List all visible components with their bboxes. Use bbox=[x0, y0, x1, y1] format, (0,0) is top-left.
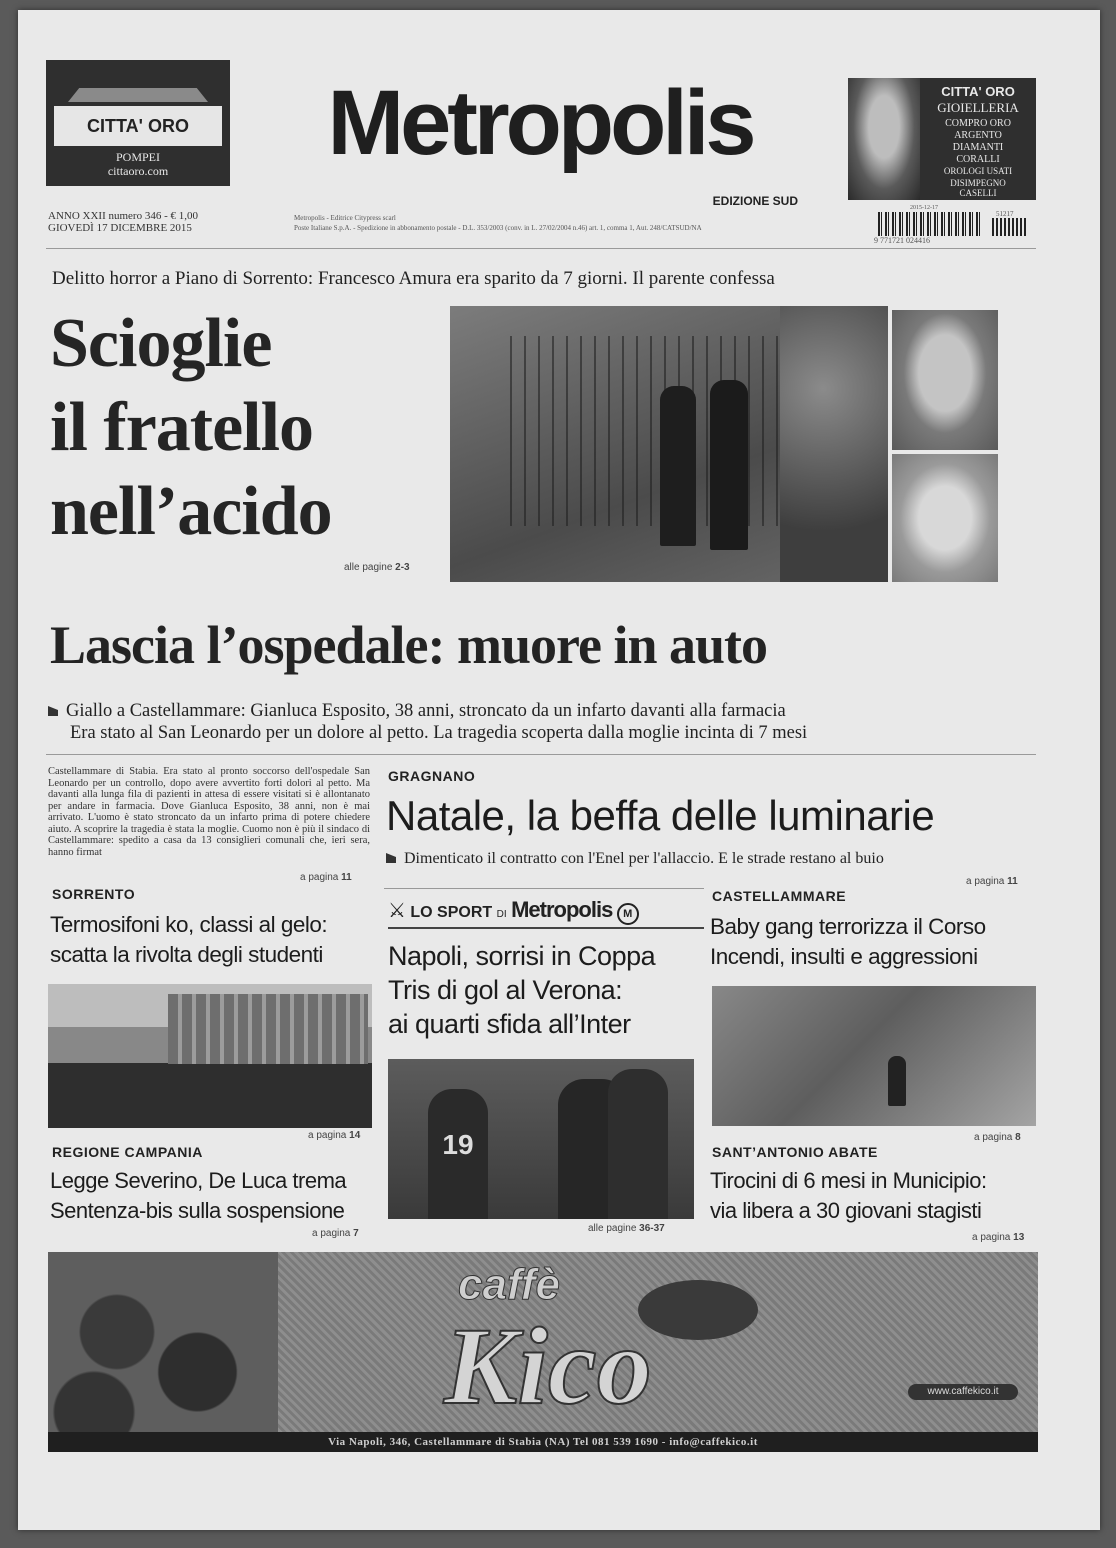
player-3 bbox=[608, 1069, 668, 1219]
issue-line-2: GIOVEDÌ 17 DICEMBRE 2015 bbox=[48, 222, 192, 234]
ad-roof-shape bbox=[68, 88, 208, 102]
lead-kicker[interactable]: Delitto horror a Piano di Sorrento: Francesco Amura era sparito da 7 giorni. Il parente confessa bbox=[52, 268, 775, 289]
sorrento-photo-students[interactable] bbox=[48, 984, 372, 1128]
second-subhead bbox=[48, 700, 1048, 744]
ad-citta-oro-gioielleria[interactable] bbox=[848, 78, 1036, 200]
ad-right-line1: GIOIELLERIA bbox=[937, 100, 1019, 115]
sport-headline[interactable]: Napoli, sorrisi in Coppa Tris di gol al Verona: ai quarti sfida all’Inter bbox=[388, 941, 656, 1039]
ad-kico-address: Via Napoli, 346, Castellammare di Stabia (NA) Tel 081 539 1690 - info@caffekico.it bbox=[328, 1436, 758, 1448]
sport-logo-pre: LO SPORT bbox=[410, 904, 493, 921]
issue-line-1: ANNO XXII numero 346 - € 1,00 bbox=[48, 210, 199, 222]
coffee-bean-icon bbox=[638, 1280, 758, 1340]
second-sub-line-1: Giallo a Castellammare: Gianluca Esposito, 38 anni, stroncato da un infarto davanti alla farmacia bbox=[48, 700, 1048, 722]
santantonio-headline[interactable]: Tirocini di 6 mesi in Municipio: via libera a 30 giovani stagisti bbox=[710, 1168, 987, 1223]
bullet-icon bbox=[386, 853, 396, 863]
suspect-portrait[interactable] bbox=[892, 454, 998, 582]
sport-logo-di: DI bbox=[496, 909, 507, 920]
bullet-icon bbox=[48, 706, 58, 716]
ad-model-photo bbox=[848, 78, 920, 200]
ad-right-brand: CITTA' ORO bbox=[941, 84, 1015, 99]
ad-caffe-kico[interactable] bbox=[48, 1252, 1038, 1452]
gragnano-sub: Dimenticato il contratto con l'Enel per l'allaccio. E le strade restano al buio bbox=[386, 850, 1046, 868]
second-rule bbox=[46, 754, 1036, 755]
lead-headline[interactable] bbox=[50, 302, 450, 554]
lead-headline-line-1: Scioglie bbox=[50, 305, 272, 382]
masthead-edition: EDIZIONE SUD bbox=[712, 194, 798, 208]
sorrento-headline[interactable]: Termosifoni ko, classi al gelo: scatta la rivolta degli studenti bbox=[50, 912, 328, 967]
castellammare-headline[interactable]: Baby gang terrorizza il Corso Incendi, insulti e aggressioni bbox=[710, 914, 986, 969]
regione-section: REGIONE CAMPANIA bbox=[52, 1144, 203, 1160]
barcode bbox=[870, 204, 1030, 246]
barcode-bars bbox=[878, 212, 982, 236]
jersey-number: 19 bbox=[442, 1129, 474, 1160]
ad-site: cittaoro.com bbox=[107, 164, 169, 178]
runner-icon: ⚔ bbox=[388, 900, 406, 922]
lead-photo-gate[interactable] bbox=[450, 306, 888, 582]
lead-page-ref bbox=[344, 562, 410, 573]
barcode-suffix: 51217 bbox=[996, 210, 1014, 218]
ad-kico-brand-main: Kico bbox=[444, 1305, 652, 1427]
barcode-number: 9 771721 024416 bbox=[874, 236, 930, 245]
regione-page-ref: a pagina 7 bbox=[312, 1228, 359, 1239]
ad-right-line4: DIAMANTI bbox=[952, 142, 1004, 153]
castellammare-photo-street[interactable] bbox=[712, 986, 1036, 1126]
player-1 bbox=[428, 1089, 488, 1219]
publisher-line-1: Metropolis - Editrice Citypress scarl bbox=[294, 214, 396, 222]
santantonio-section: SANT’ANTONIO ABATE bbox=[712, 1144, 878, 1160]
gragnano-headline[interactable]: Natale, la beffa delle luminarie bbox=[386, 792, 935, 839]
officer-2 bbox=[710, 380, 748, 550]
ad-brand: CITTA' ORO bbox=[87, 116, 189, 136]
gragnano-section: GRAGNANO bbox=[388, 768, 476, 784]
publisher-line-2: Poste Italiane S.p.A. - Spedizione in abbonamento postale - D.L. 353/2003 (conv. in L. 27/02/2004 n.46) art. 1, comma 1, Aut. 248/CATSUD/NA bbox=[294, 224, 702, 232]
lead-headline-line-3: nell’acido bbox=[50, 473, 332, 550]
sport-logo[interactable] bbox=[388, 897, 704, 929]
ad-right-line8: CASELLI bbox=[959, 188, 997, 198]
ad-kico-site: www.caffekico.it bbox=[908, 1384, 1018, 1400]
second-sub-line-2: Era stato al San Leonardo per un dolore al petto. La tragedia scoperta dalla moglie incinta di 7 mesi bbox=[70, 723, 808, 743]
sport-page-ref: alle pagine 36-37 bbox=[588, 1223, 665, 1234]
sport-logo-name: Metropolis bbox=[511, 897, 613, 922]
ad-right-line6: OROLOGI USATI bbox=[943, 166, 1013, 176]
sorrento-page-ref: a pagina 14 bbox=[308, 1130, 361, 1141]
ad-brand-bar bbox=[54, 106, 222, 146]
officer-1 bbox=[660, 386, 696, 546]
ad-right-line2: COMPRO ORO bbox=[945, 118, 1011, 129]
ad-right-line5: CORALLI bbox=[956, 154, 1000, 165]
barcode-top: 2015-12-17 bbox=[910, 205, 938, 211]
gragnano-page-ref: a pagina 11 bbox=[966, 876, 1018, 887]
sport-logo-badge: M bbox=[617, 903, 639, 925]
santantonio-page-ref: a pagina 13 bbox=[972, 1232, 1025, 1243]
ad-right-line7: DISIMPEGNO bbox=[950, 178, 1006, 188]
newspaper-front-page bbox=[18, 10, 1100, 1530]
school-building bbox=[168, 994, 368, 1064]
sport-photo-players[interactable] bbox=[388, 1059, 694, 1219]
coffee-beans-left bbox=[48, 1252, 278, 1452]
ad-kico-brand-top: caffè bbox=[458, 1260, 560, 1309]
ad-citta-oro-pompei[interactable] bbox=[46, 60, 230, 186]
trees bbox=[780, 306, 888, 582]
second-headline[interactable]: Lascia l’ospedale: muore in auto bbox=[50, 615, 768, 675]
castellammare-section: CASTELLAMMARE bbox=[712, 888, 847, 904]
second-page-ref: a pagina 11 bbox=[300, 872, 352, 883]
lead-page-ref-label: alle pagine bbox=[344, 562, 393, 573]
regione-headline[interactable]: Legge Severino, De Luca trema Sentenza-bis sulla sospensione bbox=[50, 1168, 347, 1223]
castellammare-page-ref: a pagina 8 bbox=[974, 1132, 1021, 1143]
ad-city: POMPEI bbox=[115, 150, 160, 164]
sorrento-section: SORRENTO bbox=[52, 886, 136, 902]
ad-kico-address-bar bbox=[48, 1432, 1038, 1452]
barcode-bars-suffix bbox=[992, 218, 1028, 236]
ad-right-line3: ARGENTO bbox=[954, 130, 1002, 141]
masthead-title: Metropolis bbox=[327, 72, 753, 174]
second-body: Castellammare di Stabia. Era stato al pronto soccorso dell'ospedale San Leonardo per un controllo, dopo avere avvertito forti dolori al petto. Ma davanti alla lunga fila di pazienti in attesa di essere visitati si è allontanato per andare in farmacia. Dove Gianluca Esposito, 38 anni, non è mai arrivato. L'uomo è stato stroncato da un infarto prima di potere chiedere aiuto. A scoprire la tragedia è stata la moglie. Cuomo non è più il sindaco di Castellammare: spedito a casa da 13 consiglieri comunali che, ieri sera, hanno firmat bbox=[48, 766, 370, 858]
figure-running bbox=[888, 1056, 906, 1106]
sport-box bbox=[384, 888, 704, 1245]
lead-headline-line-2: il fratello bbox=[50, 389, 314, 466]
victim-portrait[interactable] bbox=[892, 310, 998, 450]
masthead-rule bbox=[46, 248, 1036, 249]
lead-page-ref-number: 2-3 bbox=[395, 562, 410, 573]
